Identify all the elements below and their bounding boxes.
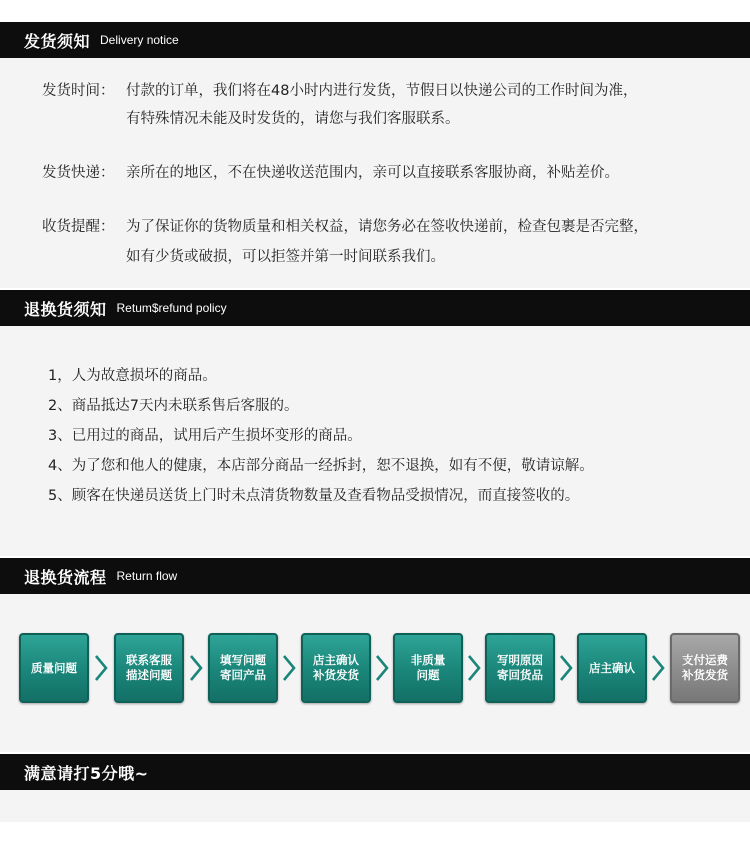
chevron-right-icon	[189, 654, 203, 682]
flow-step	[208, 633, 278, 703]
delivery-item-text: 为了保证你的货物质量和相关权益，请您务必在签收快递前，检查包裹是否完整，	[126, 219, 648, 235]
flow-step	[19, 633, 89, 703]
flow-step-line: 联系客服	[126, 653, 172, 667]
delivery-item-text: 如有少货或破损，可以拒签并第一时间联系我们。	[126, 249, 445, 265]
delivery-item-text: 有特殊情况未能及时发货的，请您与我们客服联系。	[126, 111, 460, 127]
delivery-item	[42, 212, 648, 242]
chevron-right-icon	[375, 654, 389, 682]
delivery-header	[0, 22, 750, 58]
flow-subtitle: Return flow	[116, 569, 178, 583]
flow-step-line: 补货发货	[682, 668, 728, 682]
rating-panel	[0, 790, 750, 822]
returns-header	[0, 290, 750, 326]
flow-step-line: 填写问题	[220, 653, 266, 667]
flow-step-line: 寄回产品	[220, 668, 266, 682]
flow-header	[0, 558, 750, 594]
flow-step-line: 非质量	[410, 653, 446, 667]
flow-step	[577, 633, 647, 703]
flow-step-line: 支付运费	[682, 653, 728, 667]
flow-step-line: 写明原因	[497, 653, 543, 667]
returns-item: 2、商品抵达7天内未联系售后客服的。	[48, 398, 299, 414]
rating-title: 满意请打5分哦~	[24, 763, 149, 783]
returns-item: 3、已用过的商品，试用后产生损坏变形的商品。	[48, 428, 362, 444]
delivery-subtitle: Delivery notice	[100, 33, 179, 47]
flow-title: 退换货流程	[24, 567, 107, 587]
chevron-right-icon	[467, 654, 481, 682]
delivery-item-label: 发货快递：	[42, 165, 115, 181]
flow-step-line: 寄回货品	[497, 668, 543, 682]
delivery-item-text: 付款的订单，我们将在48小时内进行发货，节假日以快递公司的工作时间为准，	[126, 83, 638, 99]
returns-panel	[0, 326, 750, 556]
delivery-panel	[0, 58, 750, 288]
returns-subtitle: Retum$refund policy	[116, 301, 227, 315]
returns-title: 退换货须知	[24, 299, 107, 319]
delivery-title: 发货须知	[24, 31, 91, 51]
chevron-right-icon	[559, 654, 573, 682]
delivery-item-label: 发货时间：	[42, 83, 115, 99]
delivery-item-text: 亲所在的地区，不在快递收送范围内，亲可以直接联系客服协商，补贴差价。	[126, 165, 619, 181]
flow-step-line: 问题	[416, 668, 440, 682]
flow-step	[301, 633, 371, 703]
returns-item: 4、为了您和他人的健康，本店部分商品一经拆封，恕不退换，如有不便，敬请谅解。	[48, 458, 594, 474]
flow-step-line: 补货发货	[313, 668, 359, 682]
flow-step-line: 店主确认	[313, 653, 359, 667]
flow-step-line: 描述问题	[126, 668, 172, 682]
chevron-right-icon	[651, 654, 665, 682]
returns-item: 5、顾客在快递员送货上门时未点清货物数量及查看物品受损情况，而直接签收的。	[48, 488, 580, 504]
flow-step	[393, 633, 463, 703]
delivery-item	[42, 158, 619, 188]
chevron-right-icon	[94, 654, 108, 682]
chevron-right-icon	[282, 654, 296, 682]
flow-step-line: 店主确认	[589, 660, 635, 675]
flow-step-final	[670, 633, 740, 703]
delivery-item-label: 收货提醒：	[42, 219, 115, 235]
delivery-item	[42, 76, 637, 106]
flow-step	[485, 633, 555, 703]
rating-header	[0, 754, 750, 790]
returns-item: 1，人为故意损坏的商品。	[48, 368, 217, 384]
flow-step	[114, 633, 184, 703]
flow-step-line: 质量问题	[31, 660, 77, 675]
